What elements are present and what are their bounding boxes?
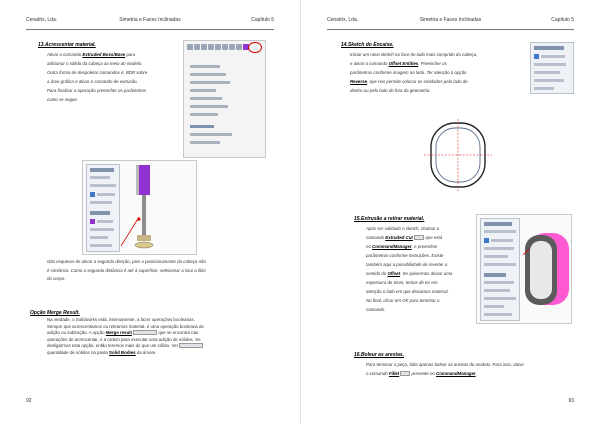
text-line: Para terminar a peça, falta apenas bolear as arestas do modelo. Para isso, ativar — [366, 362, 524, 367]
cut-model-view — [477, 215, 573, 325]
text-line: desligarmos esta opção, então teremos mais do que um sólido. Ver — [47, 343, 272, 350]
header-rule — [327, 29, 574, 30]
header-rule — [26, 29, 274, 30]
text-line: comando Extruded Cut que está — [366, 235, 443, 240]
text-line: parâmetros conforme instruções. Existe — [366, 253, 444, 258]
text-line: no CommandManager, e preencher — [366, 244, 438, 249]
text-line: No final, clicar em OK para terminar o — [366, 298, 440, 303]
text-line: é simétrico. Como a segunda distância é até à superfície, selecionar a face a lilás — [47, 267, 206, 273]
section-14-body — [350, 50, 528, 95]
text-line: Na verdade, o Solidworks está, internamente, a fazer operações booleanas. — [47, 317, 195, 322]
offset-sketch-drawing — [423, 117, 493, 193]
page-header — [327, 17, 574, 25]
text-line: Para finalizar a operação preencher os parâmetros — [47, 88, 147, 93]
text-line: o comando Fillet presente no CommandManager. — [366, 371, 477, 376]
text-line: a área gráfica e ativar o comando de extrusão. — [47, 79, 138, 84]
text-line: dentro ou pelo lado de fora da geometria. — [350, 88, 431, 93]
section-13-title: 13.Acrescentar material. — [38, 42, 96, 48]
merge-title: Opção Merge Result. — [30, 310, 80, 316]
section-16-body — [366, 360, 576, 378]
text-line: também aqui a possibilidade de inverter o — [366, 262, 448, 267]
header-title: Simetria e Faces Inclinadas — [419, 17, 482, 23]
header-company: Cenatrix, Lda. — [26, 17, 58, 23]
page-number: 93 — [568, 398, 574, 404]
text-line: Sempre que acrescentamos ou retiramos material, é uma operação booleana de — [47, 323, 204, 329]
text-line: operações de acrescentar, é a ordem para executar uma adição de sólidos. Se — [47, 336, 201, 342]
header-chapter: Capítulo 5 — [551, 17, 574, 23]
offset-entities-panel — [530, 42, 574, 94]
text-line: parâmetros conforme imagem ao lado. Ter atenção à opção — [350, 70, 467, 75]
text-line: atenção o lado em que deixamos material. — [366, 289, 449, 294]
text-line: Não esquecer de ativar a segunda direção, pois o posicionamento da cabeça não — [47, 259, 206, 264]
section-16-title: 16.Boleur as arestas. — [354, 352, 405, 358]
caption-text — [47, 258, 272, 284]
fillet-icon — [400, 371, 410, 376]
section-15-body — [366, 224, 469, 314]
text-line: comando. — [366, 307, 386, 312]
text-line: como se segue. — [47, 97, 78, 102]
text-line: do corpo. — [47, 276, 66, 281]
header-company: Cenatrix, Lda. — [327, 17, 359, 23]
text-line: Reverse, que nos permite colocar as entidades pelo lado de — [350, 79, 468, 84]
extruded-part-model — [83, 161, 198, 256]
text-line: sentido do Offset. Se quisermos deixar uma — [366, 271, 453, 276]
extrude-screenshot — [82, 160, 197, 255]
text-line: Outra forma de despoletar comandos é, BDR sobre — [47, 70, 148, 75]
text-line: e ativar o comando Offset Entities. Preencher os — [350, 61, 447, 66]
text-line: Iniciar um novo sketch na face do lado mais comprido da cabeça, — [350, 52, 478, 57]
section-14-title: 14.Sketch do Encaixe. — [341, 42, 394, 48]
merge-result-checkbox-icon — [133, 330, 157, 335]
text-line: Ativar o comando Extruded Boss/Base para — [47, 52, 136, 57]
highlight-circle — [248, 42, 262, 53]
text-line: adicionar o sólido da cabeça ao meio do modelo. — [47, 61, 143, 66]
extruded-cut-screenshot — [476, 214, 572, 324]
page-header — [26, 17, 274, 25]
merge-body — [47, 317, 272, 356]
text-line: quantidade de sólidos na pasta Solid Bodies da árvore. — [47, 349, 157, 355]
text-line: adição ou subtração. A opção Merge result que se encontra nas — [47, 330, 199, 335]
page-number: 92 — [26, 398, 32, 404]
text-line: Após ser validado o sketch, chamar o — [366, 226, 440, 231]
extruded-cut-icon — [414, 235, 424, 240]
text-line: espessura de 5mm, temos de ter em — [366, 280, 438, 285]
section-13-body — [47, 50, 179, 104]
toolbar-icons — [187, 44, 249, 51]
context-menu-screenshot — [183, 40, 266, 158]
header-title: Simetria e Faces Inclinadas — [119, 17, 181, 23]
section-15-title: 15.Extrusão a retirar material. — [354, 216, 425, 222]
solid-bodies-icon — [179, 343, 203, 348]
header-chapter: Capítulo 5 — [251, 17, 274, 23]
right-page — [300, 0, 600, 424]
